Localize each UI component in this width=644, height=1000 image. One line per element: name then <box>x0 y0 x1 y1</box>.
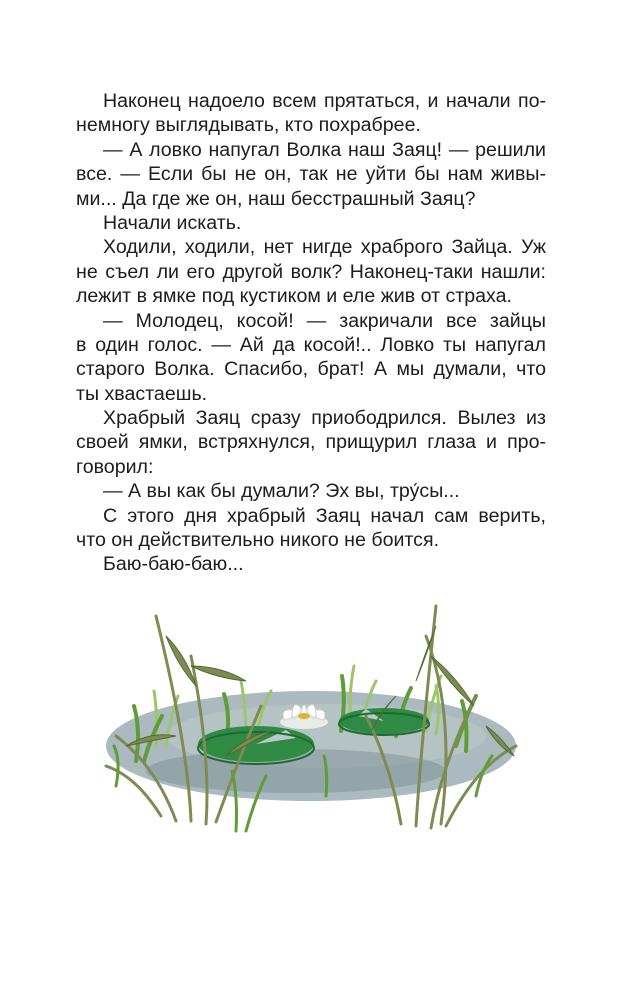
text-line: Храбрый Заяц сразу приободрился. Вылез из <box>103 407 546 430</box>
story-text <box>76 89 546 577</box>
text-line: что он действительно никого не боится. <box>76 529 440 552</box>
text-line: немногу выглядывать, кто похрабрее. <box>76 114 421 137</box>
text-line: Баю-баю-баю... <box>103 553 244 576</box>
text-line: все. — Если бы не он, так не уйти бы нам живы- <box>76 163 546 186</box>
text-line: Начали искать. <box>103 211 242 234</box>
water-lily-pond-icon <box>96 596 526 836</box>
text-line: — А вы как бы думали? Эх вы, тру́сы... <box>103 480 460 503</box>
text-line: ми... Да где же он, наш бесстрашный Заяц? <box>76 187 476 210</box>
text-line: не съел ли его другой волк? Наконец-таки нашли: <box>76 260 546 283</box>
text-line: С этого дня храбрый Заяц начал сам верить, <box>103 504 546 527</box>
text-line: своей ямки, встряхнулся, прищурил глаза и про- <box>76 431 546 454</box>
text-line: в один голос. — Ай да косой!.. Ловко ты напугал <box>76 333 546 356</box>
text-line: — Молодец, косой! — закричали все зайцы <box>103 309 546 332</box>
text-line: — А ловко напугал Волка наш Заяц! — решили <box>103 138 546 161</box>
text-line: говорил: <box>76 455 154 478</box>
text-line: старого Волка. Спасибо, брат! А мы думали, что <box>76 358 546 381</box>
text-line: ты хвастаешь. <box>76 382 208 405</box>
text-line: лежит в ямке под кустиком и еле жив от страха. <box>76 285 512 308</box>
text-line: Наконец надоело всем прятаться, и начали по- <box>103 90 546 112</box>
text-line: Ходили, ходили, нет нигде храброго Зайца. Уж <box>103 236 546 259</box>
